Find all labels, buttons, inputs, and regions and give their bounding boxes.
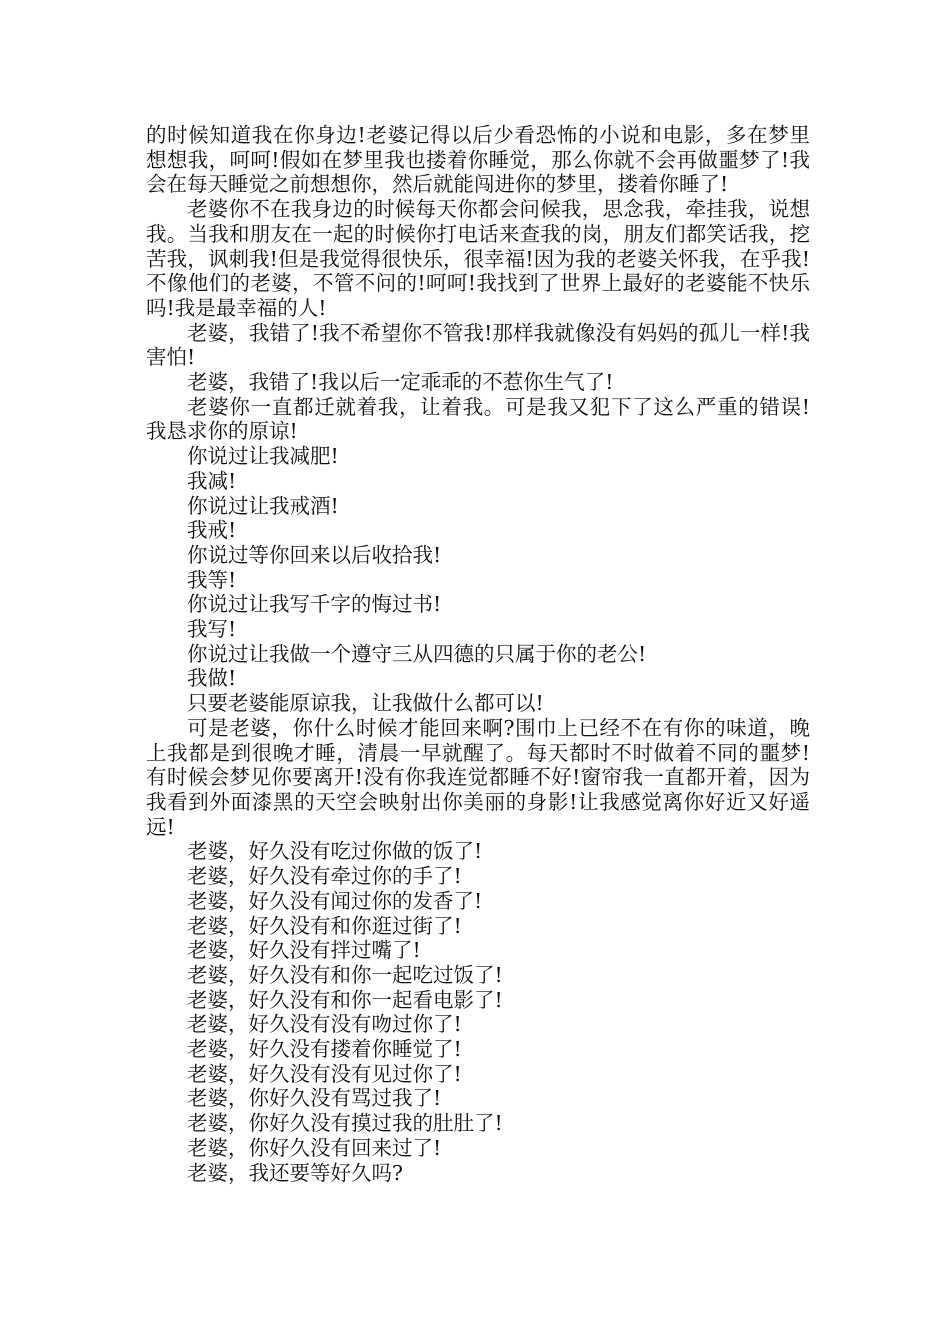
paragraph-line: 老婆，好久没有闻过你的发香了! xyxy=(187,888,483,913)
paragraph-line: 我等! xyxy=(187,567,237,592)
paragraph-line: 老婆，好久没有和你一起看电影了! xyxy=(187,987,503,1012)
paragraph-line: 老婆，我错了!我以后一定乖乖的不惹你生气了! xyxy=(187,370,614,395)
paragraph-line: 我减! xyxy=(187,468,237,493)
paragraph: 老婆，我错了!我不希望你不管我!那样我就像没有妈妈的孤儿一样!我害怕! xyxy=(146,320,810,370)
paragraph-line: 老婆，好久没有没有吻过你了! xyxy=(187,1012,462,1037)
paragraph-line: 老婆，好久没有搂着你睡觉了! xyxy=(187,1037,462,1062)
paragraph-line: 老婆，好久没有和你一起吃过饭了! xyxy=(187,962,503,987)
paragraph: 老婆你一直都迁就着我，让着我。可是我又犯下了这么严重的错误!我恳求你的原谅! xyxy=(146,394,810,444)
paragraph-line: 老婆，好久没有吃过你做的饭了! xyxy=(187,839,483,864)
paragraph-line: 老婆，好久没有拌过嘴了! xyxy=(187,938,421,963)
paragraph-line: 老婆，你好久没有摸过我的肚肚了! xyxy=(187,1111,503,1136)
paragraph-line: 我戒! xyxy=(187,518,237,543)
paragraph-line: 老婆，好久没有没有见过你了! xyxy=(187,1061,462,1086)
document-page xyxy=(146,123,810,1185)
paragraph-line: 你说过让我减肥! xyxy=(187,444,339,469)
paragraph-line: 老婆，好久没有牵过你的手了! xyxy=(187,864,462,889)
paragraph-line: 我写! xyxy=(187,617,237,642)
paragraph-line: 老婆，好久没有和你逛过街了! xyxy=(187,913,462,938)
paragraph-line: 你说过让我写千字的悔过书! xyxy=(187,592,442,617)
paragraph-line: 你说过让我做一个遵守三从四德的只属于你的老公! xyxy=(187,641,647,666)
paragraph-line: 只要老婆能原谅我，让我做什么都可以! xyxy=(187,691,544,716)
paragraph-line: 老婆，你好久没有骂过我了! xyxy=(187,1086,442,1111)
paragraph-continuation: 的时候知道我在你身边!老婆记得以后少看恐怖的小说和电影，多在梦里想想我，呵呵!假如在梦里我也搂着你睡觉，那么你就不会再做噩梦了!我会在每天睡觉之前想想你，然后就能闯进你的梦里，搂着你睡了! xyxy=(146,123,810,197)
paragraph-line: 老婆，我还要等好久吗? xyxy=(187,1160,403,1185)
paragraph-line: 我做! xyxy=(187,666,237,691)
paragraph-line: 你说过等你回来以后收拾我! xyxy=(187,542,442,567)
paragraph: 可是老婆，你什么时候才能回来啊?围巾上已经不在有你的味道，晚上我都是到很晚才睡，清晨一早就醒了。每天都时不时做着不同的噩梦!有时候会梦见你要离开!没有你我连觉都睡不好!窗帘我一直都开着，因为我看到外面漆黑的天空会映射出你美丽的身影!让我感觉离你好近又好遥远! xyxy=(146,715,810,839)
paragraph-line: 老婆，你好久没有回来过了! xyxy=(187,1135,442,1160)
paragraph: 老婆你不在我身边的时候每天你都会问候我，思念我，牵挂我，说想我。当我和朋友在一起的时候你打电话来查我的岗，朋友们都笑话我，挖苦我，讽刺我!但是我觉得很快乐，很幸福!因为我的老婆关怀我，在乎我!不像他们的老婆，不管不问的!呵呵!我找到了世界上最好的老婆能不快乐吗!我是最幸福的人! xyxy=(146,197,810,320)
paragraph-line: 你说过让我戒酒! xyxy=(187,493,339,518)
